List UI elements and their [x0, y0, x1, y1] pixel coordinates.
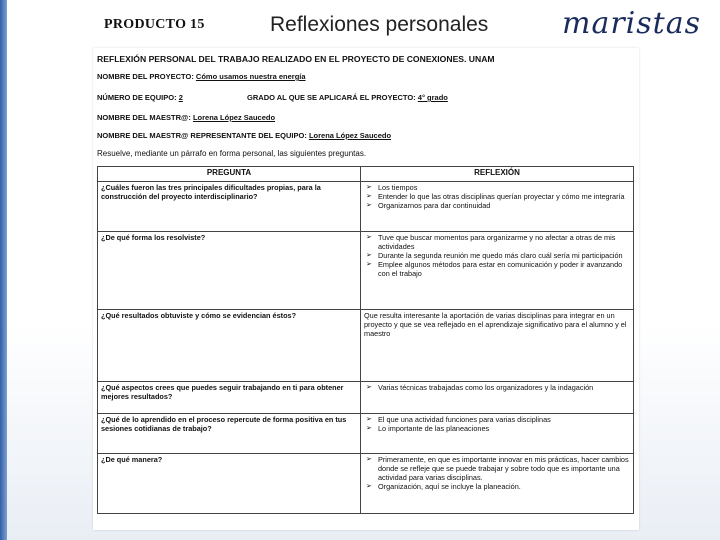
- list-item: ➢ Organización, aquí se incluye la planeación.: [378, 482, 630, 491]
- grade-value: 4° grado: [417, 93, 448, 102]
- list-item: ➢ Los tiempos: [378, 183, 630, 192]
- header-question: PREGUNTA: [98, 167, 361, 182]
- table-row: [98, 182, 634, 232]
- question-cell: ¿Qué de lo aprendido en el proceso repercute de forma positiva en tus sesiones cotidianas de trabajo?: [98, 414, 361, 454]
- list-item: ➢ Organizarnos para dar continuidad: [378, 201, 630, 210]
- reflection-cell: [361, 182, 634, 232]
- reflection-cell: [361, 414, 634, 454]
- project-value: Cómo usamos nuestra energía: [195, 72, 306, 81]
- table-row: [98, 382, 634, 414]
- reflection-table: [97, 166, 634, 514]
- team-value: 2: [178, 93, 183, 102]
- team-label: NÚMERO DE EQUIPO:: [97, 93, 177, 102]
- list-item: ➢ Tuve que buscar momentos para organizarme y no afectar a otras de mis actividades: [378, 233, 630, 251]
- representative-value: Lorena López Saucedo: [308, 131, 392, 140]
- maristas-logo: maristas: [562, 6, 702, 41]
- table-header-row: [98, 167, 634, 182]
- table-row: [98, 414, 634, 454]
- question-cell: ¿De qué manera?: [98, 454, 361, 514]
- project-label: NOMBRE DEL PROYECTO:: [97, 72, 194, 81]
- question-cell: ¿Qué aspectos crees que puedes seguir trabajando en ti para obtener mejores resultados?: [98, 382, 361, 414]
- question-cell: ¿Cuáles fueron las tres principales dificultades propias, para la construcción del proyecto interdisciplinario?: [98, 182, 361, 232]
- left-accent-bar: [0, 0, 7, 540]
- instructions: Resuelve, mediante un párrafo en forma personal, las siguientes preguntas.: [97, 149, 367, 158]
- list-item: ➢ Varias técnicas trabajadas como los organizadores y la indagación: [378, 383, 630, 392]
- table-row: [98, 310, 634, 382]
- slide-title: Reflexiones personales: [270, 13, 489, 36]
- list-item: ➢ Entender lo que las otras disciplinas querían proyectar y cómo me integraría: [378, 192, 630, 201]
- list-item: ➢ Emplee algunos métodos para estar en comunicación y poder ir avanzando con el trabajo: [378, 260, 630, 278]
- list-item: ➢ El que una actividad funciones para varias disciplinas: [378, 415, 630, 424]
- project-field: [97, 72, 306, 81]
- document-title: REFLEXIÓN PERSONAL DEL TRABAJO REALIZADO EN EL PROYECTO DE CONEXIONES. UNAM: [97, 54, 495, 64]
- question-cell: ¿De qué forma los resolviste?: [98, 232, 361, 310]
- list-item: ➢ Durante la segunda reunión me quedo más claro cuál sería mi participación: [378, 251, 630, 260]
- list-item: ➢ Lo importante de las planeaciones: [378, 424, 630, 433]
- teacher-label: NOMBRE DEL MAESTR@:: [97, 113, 191, 122]
- teacher-field: [97, 113, 275, 122]
- reflection-cell: [361, 454, 634, 514]
- list-item: ➢ Primeramente, en que es importante innovar en mis prácticas, hacer cambios donde se refleje que se puede trabajar y sobre todo que es importante una actividad para varias disciplinas.: [378, 455, 630, 482]
- teacher-value: Lorena López Saucedo: [192, 113, 276, 122]
- question-cell: ¿Qué resultados obtuviste y cómo se evidencian éstos?: [98, 310, 361, 382]
- representative-label: NOMBRE DEL MAESTR@ REPRESENTANTE DEL EQUIPO:: [97, 131, 307, 140]
- header-reflection: REFLEXIÓN: [361, 167, 634, 182]
- document-scan: [93, 48, 639, 530]
- table-row: [98, 454, 634, 514]
- product-label: PRODUCTO 15: [104, 17, 205, 32]
- table-row: [98, 232, 634, 310]
- reflection-cell: Que resulta interesante la aportación de varias disciplinas para integrar en un proyecto y que se vea reflejado en el aprendizaje significativo para el alumno y el maestro: [361, 310, 634, 382]
- reflection-cell: [361, 232, 634, 310]
- representative-field: [97, 131, 391, 140]
- grade-label: GRADO AL QUE SE APLICARÁ EL PROYECTO:: [247, 93, 416, 102]
- reflection-cell: [361, 382, 634, 414]
- team-grade-field: [97, 93, 448, 102]
